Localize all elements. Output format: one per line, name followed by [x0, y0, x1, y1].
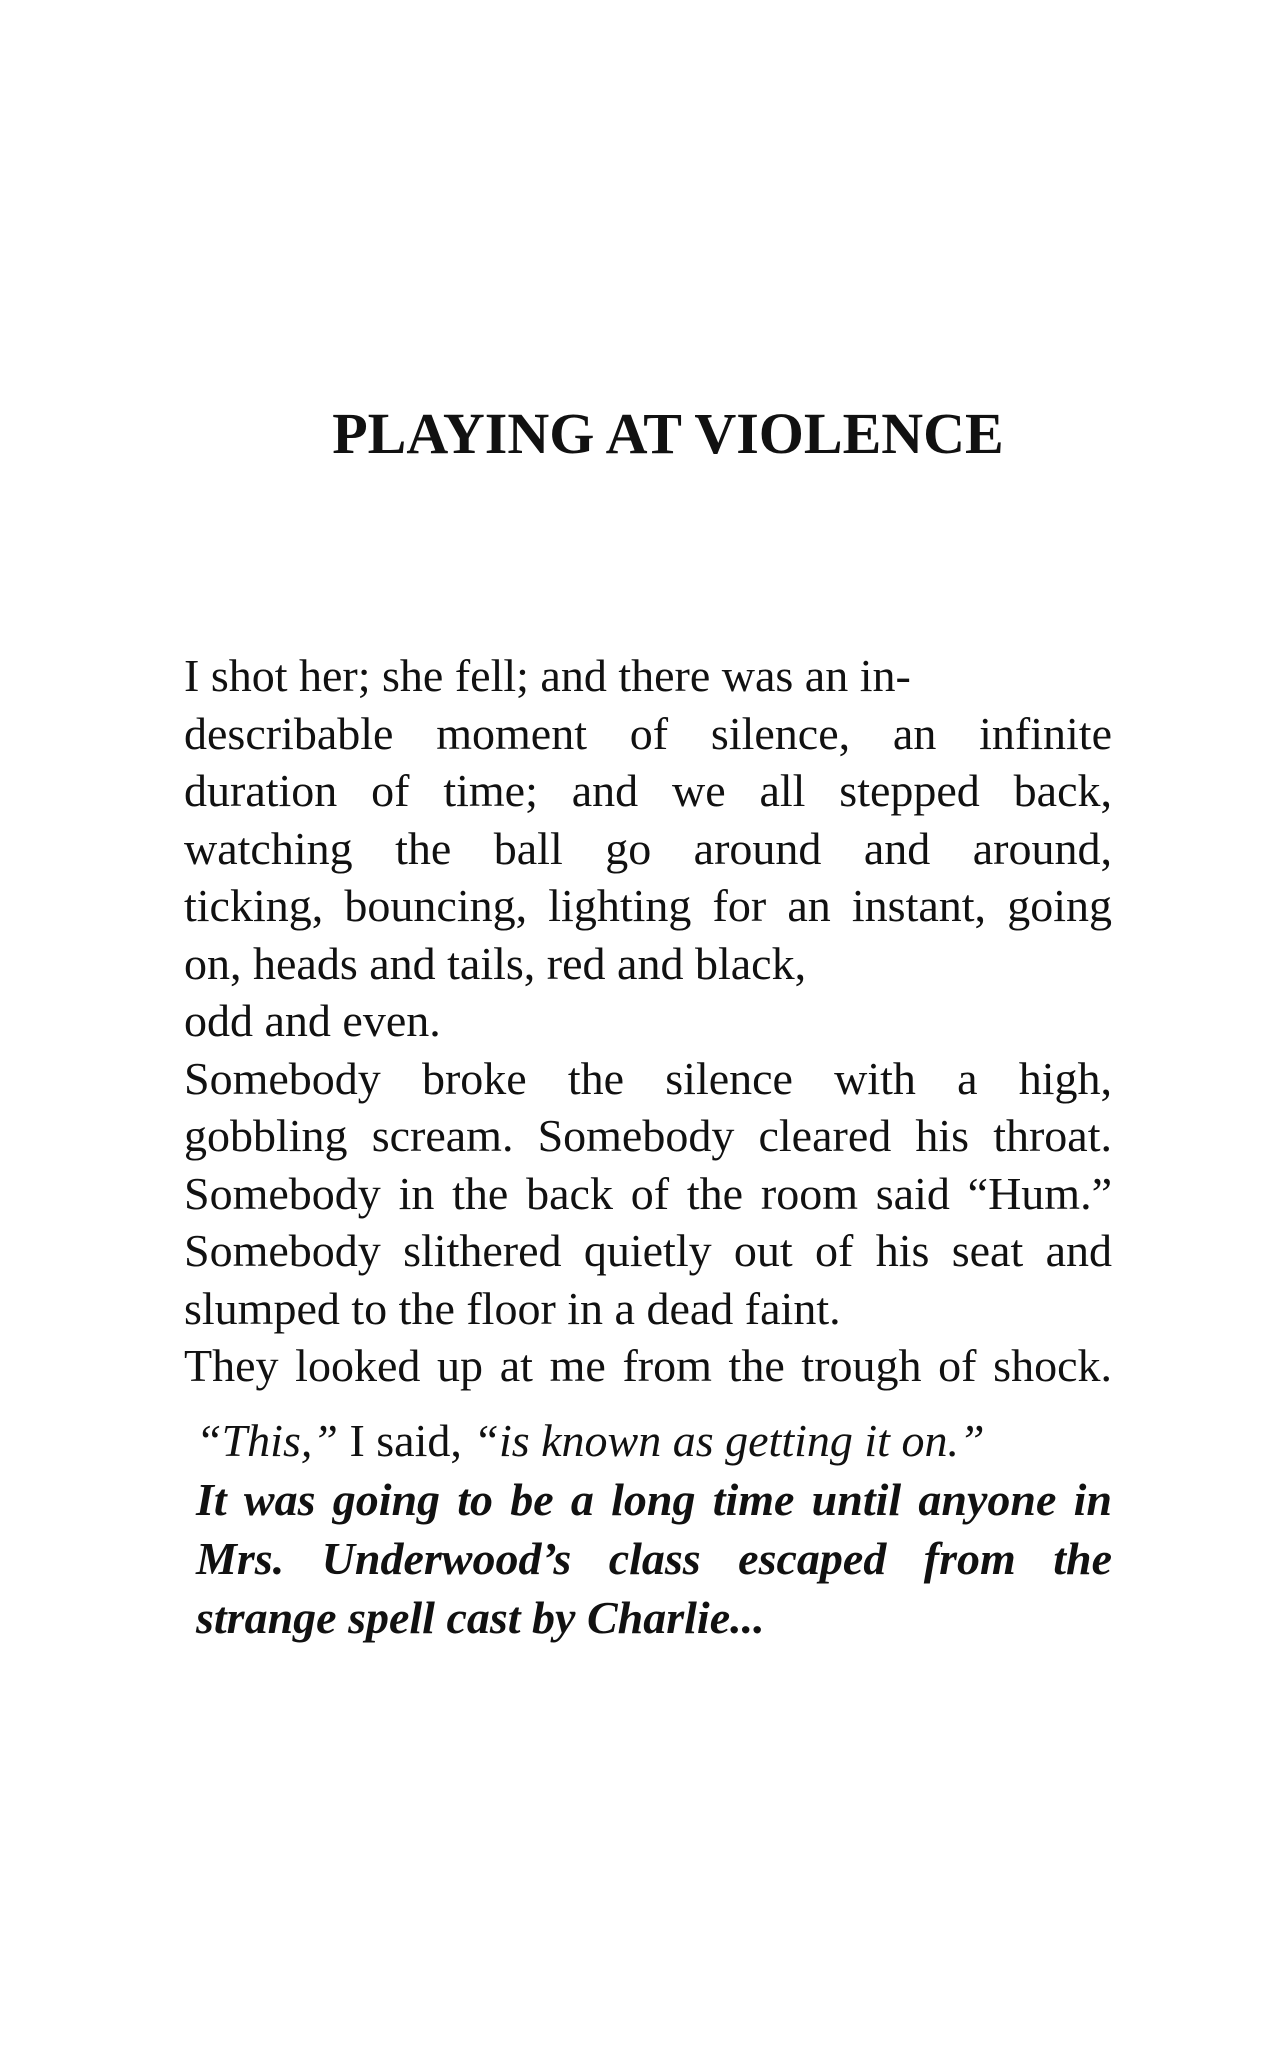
quote-plain-part: I said,: [337, 1415, 474, 1466]
body-line: Somebody slithered quietly out of his seat and: [184, 1225, 1112, 1276]
body-line: watching the ball go around and around,: [184, 822, 1112, 874]
body-line: describable moment of silence, an infinite: [184, 707, 1112, 759]
body-line: I shot her; she fell; and there was an in-: [184, 650, 911, 701]
body-line: gobbling scream. Somebody cleared his throat.: [184, 1110, 1112, 1161]
body-line: Somebody broke the silence with a high,: [184, 1052, 1112, 1104]
chapter-title: PLAYING AT VIOLENCE: [332, 401, 1004, 466]
dialogue-quote: [196, 1411, 1112, 1470]
body-paragraph: [184, 647, 1112, 1395]
body-line: duration of time; and we all stepped back,: [184, 765, 1112, 816]
quote-italic-part: “This,”: [196, 1415, 338, 1466]
quote-italic-part: “is known as getting it on.”: [473, 1415, 985, 1466]
teaser-line: strange spell cast by Charlie...: [196, 1592, 765, 1643]
closing-section: [196, 1411, 1112, 1647]
body-line: Somebody in the back of the room said “Hum.”: [184, 1167, 1112, 1219]
body-line: They looked up at me from the trough of shock.: [184, 1340, 1112, 1391]
teaser-line: It was going to be a long time until anyone in: [196, 1474, 1112, 1525]
body-line: odd and even.: [184, 995, 441, 1046]
body-line: on, heads and tails, red and black,: [184, 937, 807, 989]
body-line: slumped to the floor in a dead faint.: [184, 1282, 841, 1334]
body-line: ticking, bouncing, lighting for an instant, going: [184, 880, 1112, 931]
teaser-line: Mrs. Underwood’s class escaped from the: [196, 1533, 1112, 1584]
